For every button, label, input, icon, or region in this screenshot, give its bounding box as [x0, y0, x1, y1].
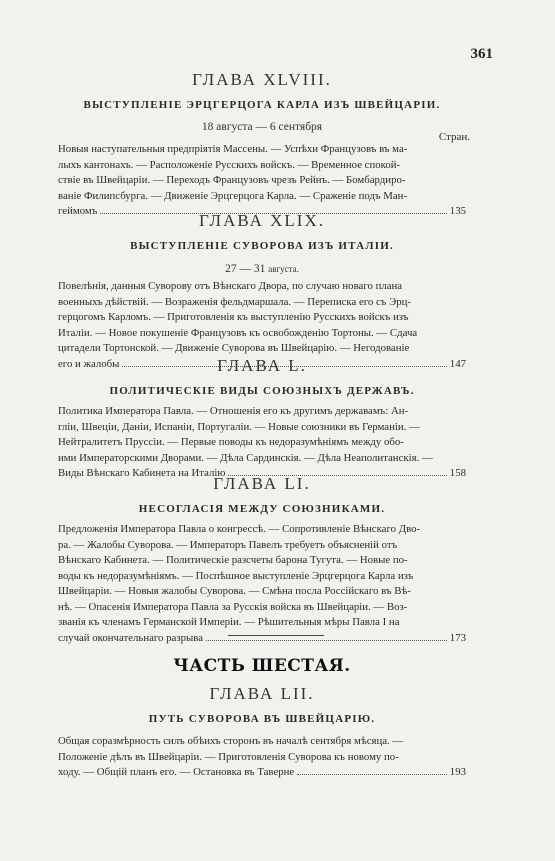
pages-column-label: Стран. [438, 131, 470, 143]
summary-line: Швейцаріи. — Новыя жалобы Суворова. — Смѣна посла Россійскаго въ Вѣ- [58, 585, 411, 597]
page-reference: 193 [449, 766, 466, 778]
summary-last-line [58, 631, 466, 647]
chapter-summary [58, 734, 466, 781]
summary-line: Повелѣнія, данныя Суворову отъ Вѣнскаго Двора, по случаю новаго плана [58, 280, 403, 292]
summary-line: ствіе въ Швейцаріи. — Переходъ Французовъ чрезъ Рейнъ. — Бомбардиро- [58, 174, 406, 186]
summary-line: Предложенія Императора Павла о конгрессѣ. — Сопротивленіе Вѣнскаго Дво- [58, 523, 421, 535]
summary-line: герцогомъ Карломъ. — Приготовленія къ выступленію Русскихъ войскъ изъ [58, 311, 409, 323]
summary-line: Нейтралитетъ Пруссіи. — Первые поводы къ недоразумѣніямъ между обо- [58, 436, 404, 448]
summary-line: нѣ. — Опасенія Императора Павла за Русскія войска въ Швейцаріи. — Воз- [58, 600, 408, 613]
summary-line: гліи, Швеціи, Даніи, Испаніи, Португаліи. — Новые союзники въ Германіи. — [58, 420, 420, 433]
page-number: 361 [470, 46, 493, 62]
summary-line: Виды Вѣнскаго Кабинета на Италію [58, 467, 226, 479]
summary-line: воды къ недоразумѣніямъ. — Поспѣшное выступленіе Эрцгерцога Карла изъ [58, 569, 414, 582]
summary-line: Общая соразмѣрность силъ обѣихъ сторонъ въ началѣ сентября мѣсяца. — [58, 735, 404, 747]
page-reference: 158 [449, 467, 466, 479]
date-month: августа. [268, 264, 299, 274]
section-divider [228, 635, 324, 636]
summary-line: Вѣнскаго Кабинета. — Политическіе разсчеты барона Тугута. — Новые по- [58, 554, 408, 566]
date-range: 27 — 31 [225, 263, 266, 275]
summary-line: его и жалобы [58, 357, 120, 370]
part-title: ЧАСТЬ ШЕСТАЯ. [173, 656, 351, 676]
chapter-dates [58, 263, 466, 275]
summary-line: званія къ членамъ Германской Имперіи. — Рѣшительныя мѣры Павла I на [58, 616, 400, 628]
dot-leader [206, 640, 447, 641]
summary-line: Положеніе дѣлъ въ Швейцаріи. — Приготовленія Суворова къ новому по- [58, 750, 399, 763]
chapter-51 [58, 474, 466, 646]
chapter-title: ГЛАВА LI. [213, 474, 311, 493]
chapter-subtitle: ПУТЬ СУВОРОВА ВЪ ШВЕЙЦАРІЮ. [148, 713, 376, 725]
chapter-title: ГЛАВА XLIX. [198, 211, 325, 230]
chapter-title: ГЛАВА L. [217, 356, 307, 375]
page-reference: 173 [449, 631, 466, 644]
summary-line: Политика Императора Павла. — Отношенія его къ другимъ державамъ: Ан- [58, 405, 409, 417]
summary-line: ра. — Жалобы Суворова. — Императоръ Павелъ требуетъ объясненій отъ [58, 538, 398, 551]
summary-last-line [58, 765, 466, 781]
chapter-summary [58, 522, 466, 646]
dot-leader [297, 774, 447, 775]
summary-line: Новыя наступательныя предпріятія Массены. — Успѣхи Французовъ въ ма- [58, 143, 408, 155]
summary-line: ходу. — Общій планъ его. — Остановка въ Таверне [58, 766, 295, 778]
summary-line: военныхъ дѣйствій. — Возраженія фельдмаршала. — Переписка его съ Эрц- [58, 295, 411, 308]
chapter-summary [58, 142, 466, 220]
chapter-title: ГЛАВА LII. [209, 684, 315, 703]
chapter-dates: 18 августа — 6 сентября [201, 121, 323, 133]
summary-line: ими Императорскими Дворами. — Дѣла Сардинскія. — Дѣла Неаполитанскія. — [58, 451, 433, 464]
chapter-50 [58, 356, 466, 482]
page-reference: 147 [449, 357, 466, 370]
chapter-subtitle: ВЫСТУПЛЕНІЕ ЭРЦГЕРЦОГА КАРЛА ИЗЪ ШВЕЙЦАРІИ. [83, 99, 441, 111]
summary-line: Италіи. — Новое покушеніе Французовъ къ освобожденію Тортоны. — Сдача [58, 326, 418, 339]
summary-line: случай окончательнаго разрыва [58, 631, 203, 644]
chapter-subtitle: ВЫСТУПЛЕНІЕ СУВОРОВА ИЗЪ ИТАЛІИ. [130, 240, 394, 252]
chapter-48 [58, 70, 470, 220]
summary-line: цитадели Тортонской. — Движеніе Суворова въ Швейцарію. — Негодованіе [58, 342, 410, 354]
summary-line: геймомъ [58, 205, 98, 217]
chapter-subtitle: НЕСОГЛАСІЯ МЕЖДУ СОЮЗНИКАМИ. [138, 503, 386, 515]
chapter-subtitle: ПОЛИТИЧЕСКІЕ ВИДЫ СОЮЗНЫХЪ ДЕРЖАВЪ. [109, 385, 415, 397]
part-six [58, 656, 466, 676]
summary-line: лыхъ кантонахъ. — Расположеніе Русскихъ войскъ. — Временное спокой- [58, 158, 401, 171]
chapter-title: ГЛАВА XLVIII. [192, 70, 332, 89]
chapter-summary [58, 404, 466, 482]
summary-line: ваніе Филипсбурга. — Движеніе Эрцгерцога Карла. — Сраженіе подъ Ман- [58, 189, 408, 202]
page-reference: 135 [449, 205, 466, 217]
chapter-49 [58, 211, 466, 372]
chapter-52 [58, 684, 466, 781]
